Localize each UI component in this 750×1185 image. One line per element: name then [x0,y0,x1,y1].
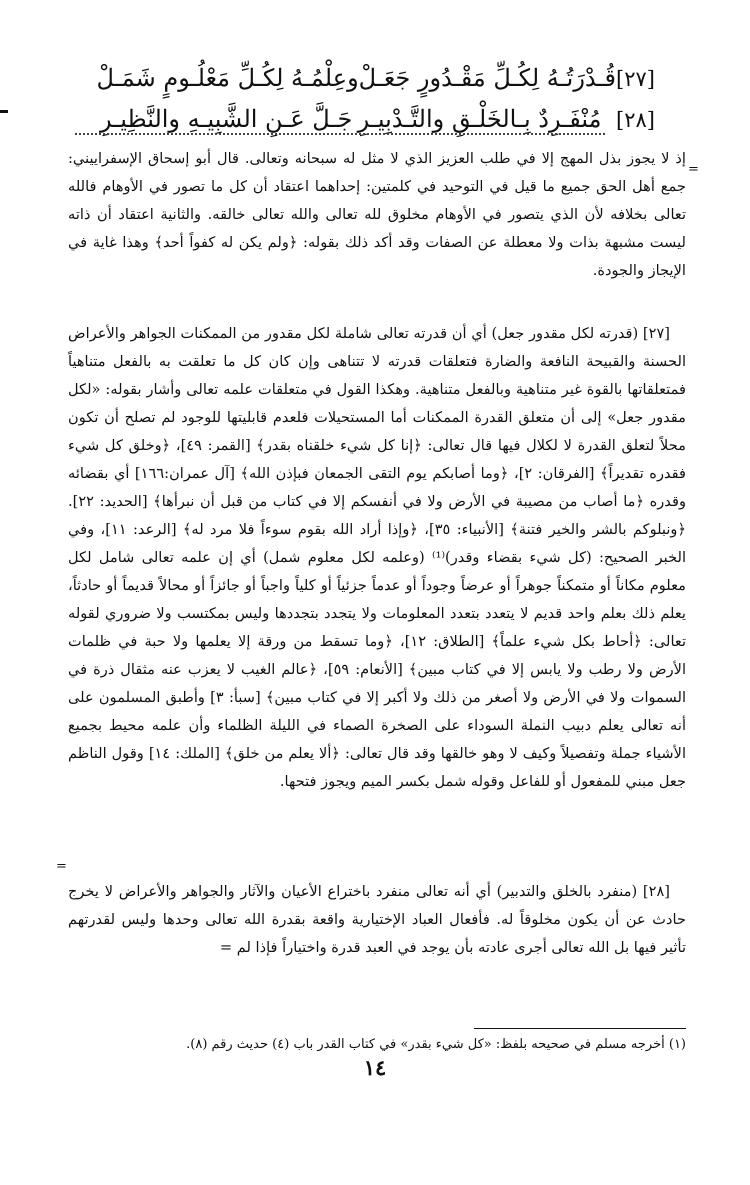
poem-verses [96,58,655,140]
commentary-section-1 [68,145,686,285]
commentary-paragraph: [٢٨] (منفرد بالخلق والتدبير) أي أنه تعالى منفرد باختراع الأعيان والآثار والجواهر والأعراض لا يخرج حادث عن أن يكون مخلوقاً له. فأفعال العباد الإختيارية واقعة بقدرة الله تعالى وحدها وليس لقدرتهم تأثير فيها بل الله تعالى أجرى عادته بأن يوجد في العبد قدرة واختياراً فإذا لم = [68,883,686,956]
verse-hemistich-first: قُـدْرَتُـهُ لِكُـلِّ مَقْـدُورٍ جَعَـلْ [358,64,617,92]
commentary-paragraph: [٢٧] (قدرته لكل مقدور جعل) أي أن قدرته تعالى شاملة لكل مقدور من الممكنات الجواهر والأعراض الحسنة والقبيحة النافعة والضارة فتعلقات قدرته لا تتناهى وإن كان كل ما تعلقت به بالفعل متناهياً فمتعلقاتها بالقوة غير متناهية وبالفعل متناهية. وهكذا القول في متعلقات علمه تعالى وأشار بقوله: «لكل مقدور جعل» إلى أن متعلق القدرة الممكنات أما المستحيلات فلعدم قابليتها للوجود لم تصلح أن تكون محلاً لتعلق القدرة لا لكلال فيها قال تعالى: ﴿إنا كل شيء خلقناه بقدر﴾ [القمر: ٤٩]، ﴿وخلق كل شيء فقدره تقديراً﴾ [الفرقان: ٢]، ﴿وما أصابكم يوم التقى الجمعان فبإذن الله﴾ [آل عمران:١٦٦] أي بقضائه وقدره ﴿ما أصاب من مصيبة في الأرض ولا في أنفسكم إلا في كتاب من قبل أن نبرأها﴾ [الحديد: ٢٢]. ﴿ونبلوكم بالشر والخير فتنة﴾ [الأنبياء: ٣٥]، ﴿وإذا أراد الله بقوم سوءاً فلا مرد له﴾ [الرعد: ١١]، وفي الخبر الصحيح: (كل شيء بقضاء وقدر)⁽¹⁾ (وعلمه لكل معلوم شمل) أي إن علمه تعالى شامل لكل معلوم مكاناً أو متمكناً جوهراً أو عرضاً وجوداً أو عدماً جزئياً أو كلياً واجباً أو جائزاً أو محالاً قديماً أو حادثاً، يعلم ذلك بعلم واحد قديم لا يتعدد بتعدد المعلومات ولا يتجدد بتجددها وليس بمكتسب ولا ضروري لقوله تعالى: ﴿أحاط بكل شيء علماً﴾ [الطلاق: ١٢]، ﴿وما تسقط من ورقة إلا يعلمها ولا حبة في ظلمات الأرض ولا رطب ولا يابس إلا في كتاب مبين﴾ [الأنعام: ٥٩]، ﴿عالم الغيب لا يعزب عنه مثقال ذرة في السموات ولا في الأرض ولا أصغر من ذلك ولا أكبر إلا في كتاب مبين﴾ [سبأ: ٣] وأطبق المسلمون على أنه تعالى يعلم دبيب النملة السوداء على الصخرة الصماء في الليلة الظلماء وأن علمه محيط بجميع الأشياء جملة وتفصيلاً وكيف لا وهو خالقها وقد قال تعالى: ﴿ألا يعلم من خلق﴾ [الملك: ١٤] وقول الناظم جعل مبني للمفعول أو للفاعل وقوله شمل بكسر الميم ويجوز فتحها. [68,325,687,790]
margin-mark [0,110,8,113]
verse-hemistich-first: مُنْفَـرِدٌ بِـالخَلْـقِ والتَّـدْبِيـرِ [357,105,602,133]
footnote-rule [474,1028,686,1029]
continuation-marker-end: = [56,859,67,874]
verse-number: [٢٧] [616,67,655,91]
commentary-paragraph: إذ لا يجوز بذل المهج إلا في طلب العزيز الذي لا مثل له سبحانه وتعالى. قال أبو إسحاق الإسفراييني: جمع أهل الحق جميع ما قيل في التوحيد في كلمتين: إحداهما اعتقاد أن كل ما تصور في الأوهام فالله تعالى بخلافه لأن الذي يتصور في الأوهام مخلوق لله تعالى والله تعالى خالقه. والثانية اعتقاد أن ذاته ليست مشبهة بذات ولا معطلة عن الصفات وقد أكد ذلك بقوله: ﴿ولم يكن له كفواً أحد﴾ وهذا غاية في الإيجاز والجودة. [68,150,686,279]
verse-hemistich-second: جَـلَّ عَـنِ الشَّبِيـهِ والنَّظِيـرِ [100,105,353,133]
footnote: (١) أخرجه مسلم في صحيحه بلفظ: «كل شيء بقدر» في كتاب القدر باب (٤) حديث رقم (٨). [186,1037,686,1052]
page-number: ١٤ [363,1055,387,1080]
dotted-separator [75,133,605,135]
continuation-marker-start: = [688,162,699,177]
verse-hemistich-second: وعِلْمُـهُ لِكُـلِّ مَعْلُـومٍ شَمَـلْ [96,64,359,92]
commentary-section-3 [68,878,686,962]
commentary-section-2 [68,320,686,796]
verse-line-27 [96,58,655,99]
verse-number: [٢٨] [616,108,655,132]
